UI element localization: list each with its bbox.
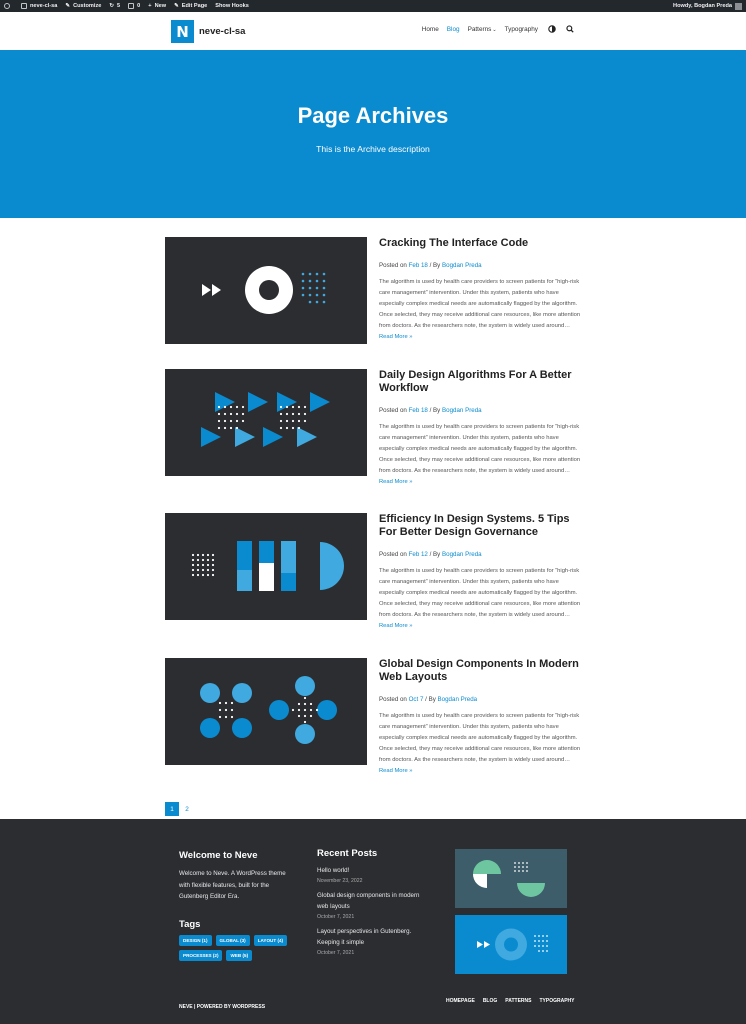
site-header [0,12,746,50]
page-2[interactable]: 2 [185,805,189,813]
post-thumbnail[interactable] [165,369,367,476]
logo-mark: N [171,20,194,43]
admin-new-link[interactable]: + New [148,3,167,9]
post-author-link[interactable]: Bogdan Preda [437,696,478,703]
post-author-link[interactable]: Bogdan Preda [442,407,482,414]
widget-title: Recent Posts [317,848,378,859]
footer-nav-homepage[interactable]: HOMEPAGE [446,998,475,1004]
dark-mode-toggle-icon[interactable] [548,25,556,33]
footer-credit[interactable]: NEVE | POWERED BY WORDPRESS [179,1004,266,1010]
footer-welcome-widget [179,850,297,965]
recent-post-date: November 23, 2022 [317,877,363,884]
comment-icon [128,3,134,9]
tag-web[interactable]: WEB (5) [226,950,252,961]
post-thumbnail[interactable] [165,658,367,765]
tag-design[interactable]: DESIGN (1) [179,935,212,946]
post-body [379,513,582,632]
nav-item-typography[interactable]: Typography [504,25,538,33]
tag-layout[interactable]: LAYOUT (4) [254,935,287,946]
post-thumbnail[interactable] [165,513,367,620]
primary-nav [414,25,574,33]
post-body [379,369,582,488]
admin-edit-page-link[interactable]: ✎ Edit Page [174,3,208,9]
admin-show-hooks-link[interactable]: Show Hooks [215,3,249,9]
nav-item-blog[interactable]: Blog [446,25,460,33]
post-date-link[interactable]: Feb 18 [408,262,428,269]
post-meta: Posted on Feb 18 / By Bogdan Preda [379,407,482,414]
updates-icon: ↻ [109,3,115,9]
footer-recent-posts-widget [317,848,429,956]
footer-nav-patterns[interactable]: PATTERNS [505,998,532,1004]
home-icon [21,3,27,9]
post-title[interactable]: Daily Design Algorithms For A Better Workflow [379,369,572,394]
admin-account[interactable]: Howdy, Bogdan Preda [673,3,742,10]
wordpress-logo-icon[interactable] [4,3,13,9]
nav-item-home[interactable]: Home [421,25,439,33]
page-title: Page Archives [297,103,449,128]
archive-hero [0,50,746,218]
post-author-link[interactable]: Bogdan Preda [442,551,482,558]
post-meta: Posted on Feb 18 / By Bogdan Preda [379,262,482,269]
read-more-link[interactable]: Read More » [379,479,413,485]
post-body [379,237,582,343]
site-logo[interactable] [171,20,245,43]
footer-nav-blog[interactable]: BLOG [482,998,498,1004]
post-title[interactable]: Global Design Components In Modern Web Layouts [379,658,579,683]
post-excerpt: The algorithm is used by health care providers to screen patients for “high-risk care management” intervention. Under this system, patients who have especially complex medical needs are automatically flagged by the algorithm. Once selected, they may receive additional care resources, like more attention from doctors. As the researchers note, the system is widely used around… Read More » [379,713,581,774]
site-title: neve-cl-sa [199,26,246,37]
footer-gallery-image[interactable] [455,915,567,974]
post-card [165,369,582,485]
admin-bar [0,0,746,12]
recent-post-date: October 7, 2021 [317,913,355,920]
post-body [379,658,582,777]
post-card [165,513,582,629]
admin-updates-link[interactable]: ↻ 5 [109,3,121,9]
recent-post-date: October 7, 2021 [317,949,355,956]
list-item [317,890,429,920]
post-excerpt: The algorithm is used by health care providers to screen patients for “high-risk care management” intervention. Under this system, patients who have especially complex medical needs are automatically flagged by the algorithm. Once selected, they may receive additional care resources, like more attention from doctors. As the researchers note, the system is widely used around… Read More » [379,279,581,340]
footer-nav [446,998,583,1004]
post-date-link[interactable]: Oct 7 [408,696,424,703]
read-more-link[interactable]: Read More » [379,623,413,629]
admin-comments-link[interactable]: 0 [128,3,140,9]
admin-site-link[interactable]: neve-cl-sa [21,3,57,9]
brush-icon: ✎ [65,3,71,9]
read-more-link[interactable]: Read More » [379,768,413,774]
post-author-link[interactable]: Bogdan Preda [442,262,482,269]
post-title[interactable]: Efficiency In Design Systems. 5 Tips For Better Design Governance [379,513,570,538]
recent-post-link[interactable]: Global design components in modern web layouts [317,891,420,910]
list-item [317,926,429,956]
tags-title: Tags [179,918,201,930]
post-card [165,658,582,774]
post-card [165,237,582,345]
widget-title: Welcome to Neve [179,850,258,861]
archive-description: This is the Archive description [316,144,430,154]
tag-global[interactable]: GLOBAL (3) [216,935,250,946]
post-excerpt: The algorithm is used by health care providers to screen patients for “high-risk care management” intervention. Under this system, patients who have especially complex medical needs are automatically flagged by the algorithm. Once selected, they may receive additional care resources, like more attention from doctors. As the researchers note, the system is widely used around… Read More » [379,568,581,629]
plus-icon: + [148,3,152,9]
site-footer [0,819,746,1024]
post-meta: Posted on Oct 7 / By Bogdan Preda [379,696,478,703]
post-meta: Posted on Feb 12 / By Bogdan Preda [379,551,482,558]
post-thumbnail[interactable] [165,237,367,344]
pencil-icon: ✎ [174,3,179,9]
pagination [165,802,194,816]
widget-text: Welcome to Neve. A WordPress theme with flexible features, built for the Gutenberg Editor Era. [179,870,286,900]
tag-processes[interactable]: PROCESSES (2) [179,950,222,961]
tag-cloud [179,935,299,965]
recent-post-link[interactable]: Hello world! [317,867,350,874]
avatar [735,3,742,10]
post-excerpt: The algorithm is used by health care providers to screen patients for “high-risk care management” intervention. Under this system, patients who have especially complex medical needs are automatically flagged by the algorithm. Once selected, they may receive additional care resources, like more attention from doctors. As the researchers note, the system is widely used around… Read More » [379,424,581,485]
search-icon[interactable] [566,25,574,33]
post-date-link[interactable]: Feb 12 [408,551,428,558]
recent-post-link[interactable]: Layout perspectives in Gutenberg. Keeping it simple [317,927,412,946]
footer-nav-typography[interactable]: TYPOGRAPHY [539,998,575,1004]
read-more-link[interactable]: Read More » [379,334,413,340]
page-1[interactable]: 1 [165,802,179,816]
footer-gallery-image[interactable] [455,849,567,908]
nav-item-patterns[interactable]: Patterns⌄ [467,25,497,33]
chevron-down-icon: ⌄ [492,26,497,33]
list-item [317,865,429,884]
post-title[interactable]: Cracking The Interface Code [379,237,529,249]
post-date-link[interactable]: Feb 18 [408,407,428,414]
admin-customize-link[interactable]: ✎ Customize [65,3,102,9]
